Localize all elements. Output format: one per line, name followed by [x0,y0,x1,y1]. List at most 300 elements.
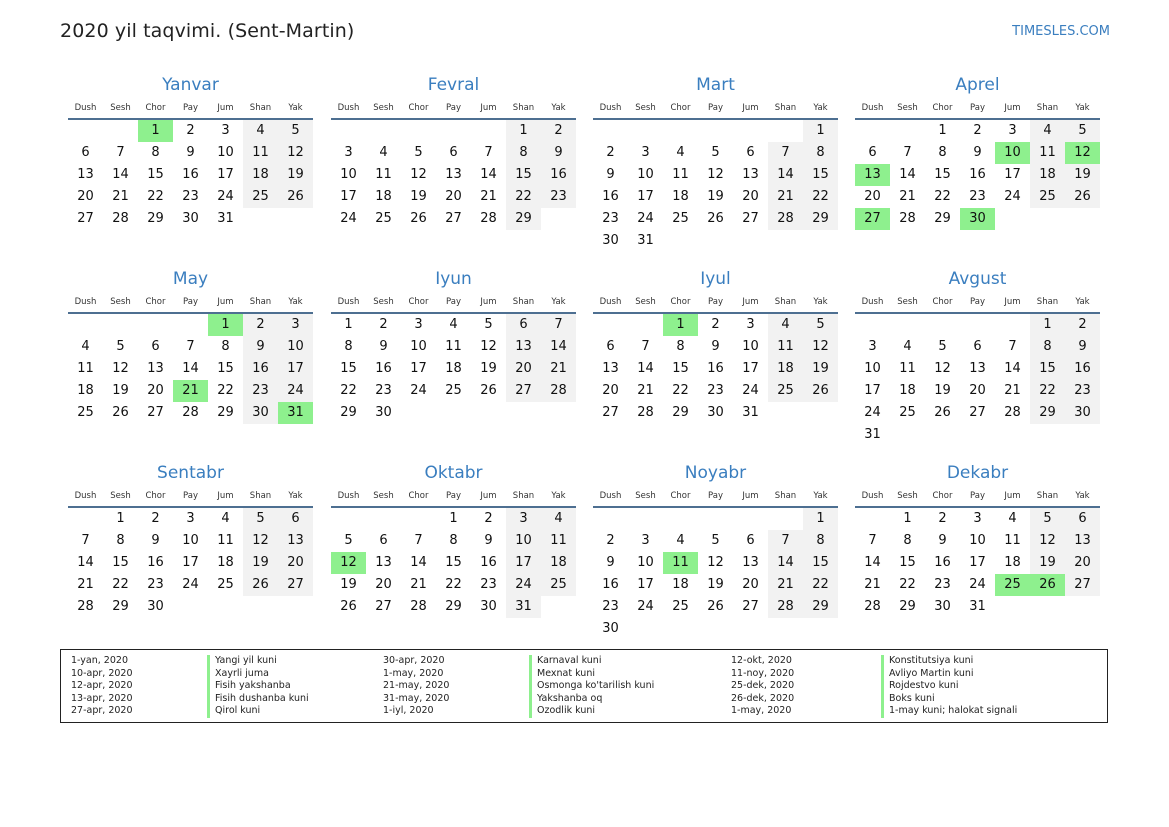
day-cell: 20 [969,383,986,398]
day-cell: 21 [637,383,654,398]
weekday-label: Shan [512,103,535,113]
day-cell: 7 [768,142,803,164]
weekday-label: Sesh [373,297,394,307]
month-name: May [172,269,209,289]
empty-cell [628,508,663,530]
month-name: Iyun [435,269,472,289]
day-cell: 9 [379,339,388,354]
weekday-label: Yak [288,297,303,307]
weekday-label: Shan [774,103,797,113]
day-cell: 30 [934,599,951,614]
day-cell: 22 [506,186,541,208]
day-cell: 7 [484,145,493,160]
day-cell: 25 [899,405,916,420]
weekday-label: Yak [1075,103,1090,113]
day-cell: 14 [899,167,916,182]
day-cell: 3 [506,508,541,530]
empty-cell [960,314,995,336]
day-cell: 18 [217,555,234,570]
day-cell: 26 [480,383,497,398]
day-cell: 16 [707,361,724,376]
day-cell: 18 [768,358,803,380]
day-cell: 20 [445,189,462,204]
day-cell: 29 [803,596,838,618]
empty-cell [628,314,663,336]
day-cell: 24 [742,383,759,398]
day-cell: 14 [77,555,94,570]
day-cell: 27 [506,380,541,402]
month-name: Oktabr [424,463,483,483]
weekday-label: Sesh [635,491,656,501]
day-cell: 4 [768,314,803,336]
day-cell: 30 [707,405,724,420]
day-cell: 15 [147,167,164,182]
day-cell: 7 [81,533,90,548]
day-cell: 28 [1004,405,1021,420]
weekday-label: Sesh [897,103,918,113]
weekday-label: Chor [670,491,691,501]
day-cell: 3 [278,314,313,336]
weekday-label: Dush [861,491,884,501]
month-oktabr [331,462,576,618]
weekday-label: Yak [813,491,828,501]
day-cell: 12 [243,530,278,552]
day-cell: 15 [1030,358,1065,380]
day-cell: 14 [637,361,654,376]
day-cell: 3 [221,123,230,138]
empty-cell [401,120,436,142]
day-cell: 4 [676,145,685,160]
day-cell: 6 [506,314,541,336]
day-cell: 9 [973,145,982,160]
day-cell: 16 [969,167,986,182]
day-cell: 25 [243,186,278,208]
day-cell: 31 [637,233,654,248]
day-cell: 17 [410,361,427,376]
day-cell: 5 [711,145,720,160]
day-cell: 18 [1004,555,1021,570]
weekday-header [68,486,313,506]
day-cell: 4 [243,120,278,142]
day-cell: 11 [375,167,392,182]
weekday-label: Pay [183,491,198,501]
day-cell: 3 [746,317,755,332]
day-cell: 13 [375,555,392,570]
weekday-header [855,486,1100,506]
day-cell: 10 [182,533,199,548]
weekday-label: Shan [249,491,272,501]
site-link[interactable]: TIMESLES.COM [1012,24,1110,39]
month-iyul [593,268,838,424]
day-cell: 4 [541,508,576,530]
day-cell: 28 [480,211,497,226]
day-cell: 19 [707,189,724,204]
weekday-label: Pay [446,103,461,113]
weekday-label: Sesh [110,103,131,113]
legend-holiday-name: 1-may kuni; halokat signali [881,705,1017,718]
month-may [68,268,313,424]
empty-cell [401,508,436,530]
weekday-label: Dush [337,297,360,307]
day-cell: 8 [938,145,947,160]
holiday-legend [60,649,1108,723]
day-cell: 14 [1004,361,1021,376]
day-cell: 12 [707,555,724,570]
empty-cell [663,508,698,530]
weekday-label: Chor [145,297,166,307]
day-cell: 6 [449,145,458,160]
month-name: Mart [696,75,735,95]
weekday-label: Dush [74,491,97,501]
empty-cell [138,314,173,336]
day-cell: 15 [445,555,462,570]
day-cell: 21 [410,577,427,592]
day-grid [68,314,313,424]
day-cell: 29 [934,211,951,226]
day-cell: 9 [151,533,160,548]
month-iyun [331,268,576,424]
weekday-label: Sesh [897,491,918,501]
legend-holiday-name: Yakshanba oq [529,693,602,706]
empty-cell [768,508,803,530]
day-cell: 26 [934,405,951,420]
day-cell: 13 [77,167,94,182]
day-cell: 27 [742,599,759,614]
day-cell: 10 [637,555,654,570]
month-avgust [855,268,1100,446]
day-cell: 4 [379,145,388,160]
day-cell: 1 [938,123,947,138]
day-cell: 3 [641,145,650,160]
day-cell: 7 [641,339,650,354]
day-cell: 13 [1065,530,1100,552]
weekday-label: Yak [551,297,566,307]
weekday-label: Sesh [110,297,131,307]
weekday-label: Chor [408,297,429,307]
day-cell: 22 [934,189,951,204]
empty-cell [68,508,103,530]
day-cell: 2 [186,123,195,138]
empty-cell [698,508,733,530]
day-grid [593,508,838,640]
day-cell: 8 [221,339,230,354]
day-cell: 30 [182,211,199,226]
holiday-day-cell: 21 [173,380,208,402]
month-name: Sentabr [157,463,224,483]
day-cell: 26 [707,211,724,226]
weekday-label: Shan [1036,491,1059,501]
day-cell: 18 [672,577,689,592]
day-cell: 6 [746,145,755,160]
day-cell: 2 [484,511,493,526]
empty-cell [173,314,208,336]
day-cell: 13 [506,336,541,358]
day-cell: 27 [969,405,986,420]
weekday-label: Pay [970,103,985,113]
weekday-label: Chor [932,297,953,307]
day-cell: 1 [506,120,541,142]
day-cell: 1 [903,511,912,526]
day-cell: 24 [340,211,357,226]
day-cell: 18 [445,361,462,376]
weekday-label: Jum [217,491,234,501]
weekday-header [331,486,576,506]
legend-date: 26-dek, 2020 [731,692,795,704]
day-cell: 16 [602,189,619,204]
day-cell: 6 [868,145,877,160]
weekday-label: Shan [1036,103,1059,113]
weekday-label: Shan [774,297,797,307]
day-cell: 19 [410,189,427,204]
weekday-label: Chor [145,103,166,113]
month-name: Aprel [955,75,1000,95]
day-cell: 24 [410,383,427,398]
legend-date: 1-may, 2020 [383,667,444,679]
weekday-label: Yak [288,491,303,501]
legend-holiday-name: Rojdestvo kuni [881,680,959,693]
empty-cell [733,508,768,530]
legend-date: 10-apr, 2020 [71,667,133,679]
day-cell: 8 [676,339,685,354]
day-cell: 12 [278,142,313,164]
day-cell: 10 [637,167,654,182]
day-cell: 18 [77,383,94,398]
day-cell: 2 [938,511,947,526]
day-cell: 19 [480,361,497,376]
day-cell: 26 [803,380,838,402]
day-cell: 24 [969,577,986,592]
day-cell: 8 [151,145,160,160]
day-cell: 6 [81,145,90,160]
day-cell: 27 [445,211,462,226]
day-cell: 8 [903,533,912,548]
day-cell: 25 [672,599,689,614]
day-cell: 17 [742,361,759,376]
legend-holiday-name: Boks kuni [881,693,935,706]
weekday-label: Yak [813,103,828,113]
weekday-label: Chor [408,103,429,113]
day-cell: 23 [182,189,199,204]
day-cell: 22 [899,577,916,592]
weekday-label: Sesh [373,103,394,113]
weekday-label: Jum [217,103,234,113]
legend-holiday-name: Fisih yakshanba [207,680,291,693]
day-cell: 14 [541,336,576,358]
day-cell: 30 [602,621,619,636]
day-cell: 17 [637,189,654,204]
month-name: Dekabr [946,463,1009,483]
empty-cell [331,120,366,142]
day-cell: 27 [742,211,759,226]
day-cell: 2 [1065,314,1100,336]
holiday-day-cell: 1 [663,314,698,336]
day-cell: 6 [746,533,755,548]
holiday-day-cell: 30 [960,208,995,230]
day-cell: 9 [606,167,615,182]
weekday-label: Jum [742,297,759,307]
empty-cell [768,120,803,142]
day-cell: 2 [379,317,388,332]
day-cell: 16 [602,577,619,592]
day-cell: 16 [375,361,392,376]
legend-holiday-name: Yangi yil kuni [207,655,277,668]
day-cell: 14 [768,164,803,186]
day-cell: 10 [410,339,427,354]
day-cell: 21 [768,186,803,208]
day-cell: 10 [506,530,541,552]
weekday-label: Yak [1075,297,1090,307]
legend-date: 12-okt, 2020 [731,655,792,666]
day-cell: 20 [864,189,881,204]
empty-cell [995,314,1030,336]
day-cell: 14 [768,552,803,574]
day-cell: 2 [151,511,160,526]
legend-holiday-name: Konstitutsiya kuni [881,655,973,668]
day-cell: 20 [602,383,619,398]
day-cell: 6 [606,339,615,354]
day-cell: 2 [541,120,576,142]
day-cell: 22 [147,189,164,204]
day-cell: 20 [506,358,541,380]
day-cell: 9 [711,339,720,354]
day-cell: 30 [480,599,497,614]
day-cell: 9 [484,533,493,548]
month-name: Noyabr [684,463,747,483]
day-cell: 7 [903,145,912,160]
day-cell: 29 [147,211,164,226]
day-cell: 28 [864,599,881,614]
day-cell: 10 [340,167,357,182]
day-cell: 28 [182,405,199,420]
month-name: Avgust [948,269,1007,289]
day-cell: 13 [742,167,759,182]
day-cell: 29 [803,208,838,230]
weekday-label: Chor [145,491,166,501]
holiday-day-cell: 31 [278,402,313,424]
month-sentabr [68,462,313,618]
empty-cell [628,120,663,142]
weekday-label: Dush [337,103,360,113]
weekday-label: Dush [74,297,97,307]
day-cell: 19 [243,552,278,574]
weekday-label: Yak [288,103,303,113]
weekday-label: Pay [970,297,985,307]
day-cell: 5 [1030,508,1065,530]
day-cell: 1 [116,511,125,526]
day-cell: 11 [899,361,916,376]
day-cell: 5 [484,317,493,332]
day-cell: 3 [868,339,877,354]
weekday-label: Dush [599,103,622,113]
day-cell: 4 [1030,120,1065,142]
empty-cell [925,314,960,336]
day-grid [593,314,838,424]
weekday-label: Sesh [110,491,131,501]
day-cell: 10 [278,336,313,358]
day-cell: 16 [182,167,199,182]
day-grid [855,120,1100,230]
day-cell: 12 [480,339,497,354]
day-cell: 11 [541,530,576,552]
day-cell: 24 [1004,189,1021,204]
weekday-label: Shan [774,491,797,501]
holiday-day-cell: 12 [1065,142,1100,164]
day-cell: 18 [899,383,916,398]
weekday-label: Pay [183,297,198,307]
day-cell: 9 [1065,336,1100,358]
weekday-label: Shan [249,297,272,307]
weekday-label: Jum [480,297,497,307]
day-cell: 30 [375,405,392,420]
empty-cell [471,120,506,142]
weekday-label: Chor [408,491,429,501]
day-cell: 27 [602,405,619,420]
page-title: 2020 yil taqvimi. (Sent-Martin) [60,20,355,42]
day-cell: 22 [803,186,838,208]
legend-date: 13-apr, 2020 [71,692,133,704]
day-cell: 21 [112,189,129,204]
weekday-label: Shan [1036,297,1059,307]
weekday-header [593,292,838,312]
day-cell: 26 [707,599,724,614]
day-cell: 16 [243,358,278,380]
day-cell: 12 [410,167,427,182]
weekday-label: Chor [932,491,953,501]
day-cell: 23 [243,380,278,402]
empty-cell [366,508,401,530]
day-cell: 28 [541,380,576,402]
day-cell: 10 [969,533,986,548]
day-cell: 3 [641,533,650,548]
day-cell: 6 [379,533,388,548]
day-cell: 24 [278,380,313,402]
holiday-day-cell: 11 [663,552,698,574]
day-cell: 26 [1065,186,1100,208]
month-mart [593,74,838,252]
empty-cell [366,120,401,142]
day-cell: 21 [899,189,916,204]
day-cell: 13 [969,361,986,376]
day-cell: 20 [278,552,313,574]
day-cell: 24 [182,577,199,592]
weekday-header [593,98,838,118]
day-cell: 3 [1008,123,1017,138]
day-cell: 21 [541,358,576,380]
day-cell: 5 [243,508,278,530]
holiday-day-cell: 1 [208,314,243,336]
day-cell: 28 [637,405,654,420]
day-cell: 11 [217,533,234,548]
weekday-header [68,292,313,312]
day-cell: 5 [803,314,838,336]
legend-holiday-name: Karnaval kuni [529,655,601,668]
day-cell: 16 [541,164,576,186]
day-grid [68,508,313,618]
day-cell: 9 [938,533,947,548]
empty-cell [593,120,628,142]
month-dekabr [855,462,1100,618]
day-cell: 3 [973,511,982,526]
day-cell: 31 [742,405,759,420]
weekday-label: Pay [708,103,723,113]
day-cell: 27 [1065,574,1100,596]
day-cell: 3 [186,511,195,526]
day-cell: 5 [116,339,125,354]
empty-cell [855,314,890,336]
weekday-label: Jum [742,491,759,501]
day-cell: 3 [344,145,353,160]
day-cell: 26 [340,599,357,614]
